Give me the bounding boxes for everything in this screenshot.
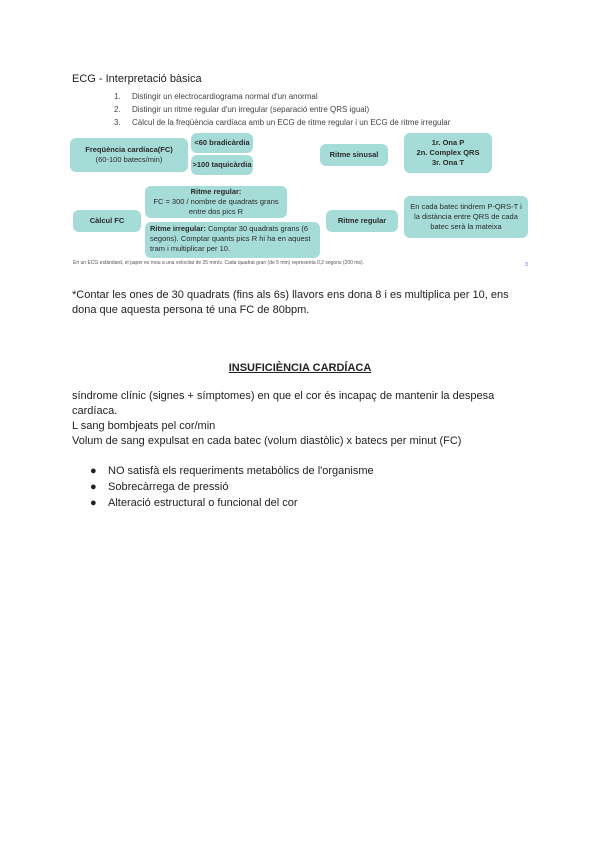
definition-text: síndrome clínic (signes + símptomes) en que el cor és incapaç de mantenir la despesa cardíaca. (72, 390, 495, 417)
regular-formula-title: Ritme regular: (190, 187, 242, 196)
irregular-title: Ritme irregular: (150, 224, 206, 233)
bullet-list (90, 463, 374, 511)
bullet-icon: ● (90, 481, 97, 493)
slide-step-1 (114, 92, 318, 101)
regular-rhythm-formula-box (145, 186, 287, 218)
note-paragraph: *Contar les ones de 30 quadrats (fins als 6s) llavors ens dona 8 i es multiplica per 10, ens dona que aquesta persona té una FC de 80bpm. (72, 289, 509, 316)
sinus-waves-box (404, 133, 492, 173)
bullet-icon: ● (90, 465, 97, 477)
step-text: Càlcul de la freqüència cardíaca amb un ECG de ritme regular i un ECG de ritme irregular (132, 118, 451, 127)
section-heading: INSUFICIÈNCIA CARDÍACA (228, 362, 372, 374)
wave-qrs: 2n. Complex QRS (416, 148, 480, 157)
list-item-text: Alteració estructural o funcional del cor (108, 497, 298, 509)
wave-p: 1r. Ona P (431, 138, 465, 147)
fc-box-subtitle: (60-100 batecs/min) (95, 155, 163, 164)
regular-formula-text: FC = 300 / nombre de quadrats grans entre dos pics R (153, 197, 279, 216)
regular-rhythm-desc-box: En cada batec tindrem P-QRS-T i la distància entre QRS de cada batec serà la mateixa (404, 196, 528, 238)
regular-rhythm-box: Ritme regular (326, 210, 398, 232)
step-number: 2. (114, 105, 121, 114)
list-item-text: NO satisfà els requeriments metabòlics de l'organisme (108, 465, 374, 477)
list-item (90, 463, 374, 479)
slide-page-number: 3 (525, 262, 528, 268)
irregular-rhythm-box (145, 222, 320, 258)
step-number: 3. (114, 118, 121, 127)
irregular-text: Comptar 30 quadrats grans (6 segons). Comptar quants pics R hi ha en aquest tram i multiplicar per 10. (150, 224, 311, 253)
fc-calculation-box: Càlcul FC (73, 210, 141, 232)
list-item (90, 495, 374, 511)
list-item (90, 479, 374, 495)
fc-box-title: Freqüència cardíaca(FC) (85, 145, 173, 154)
cardiac-output-line: Volum de sang expulsat en cada batec (volum diastòlic) x batecs per minut (FC) (72, 435, 462, 447)
sinus-rhythm-box: Ritme sinusal (320, 144, 388, 166)
bradycardia-box: <60 bradicàrdia (191, 133, 253, 153)
list-item-text: Sobrecàrrega de pressió (108, 481, 229, 493)
slide-step-3 (114, 118, 450, 127)
bullet-icon: ● (90, 497, 97, 509)
wave-t: 3r. Ona T (431, 158, 465, 167)
ecg-slide-figure (70, 86, 530, 270)
tachycardia-box: >100 taquicàrdia (191, 155, 253, 175)
step-text: Distingir un electrocardiograma normal d'un anormal (132, 92, 318, 101)
slide-footnote: En un ECG estàndard, el paper es mou a una velocitat de 25 mm/s. Cada quadrat gran (de 5 mm) representa 0,2 segons (200 ms). (73, 260, 364, 266)
step-text: Distingir un ritme regular d'un irregular (separació entre QRS igual) (132, 105, 370, 114)
fc-box (70, 138, 188, 172)
document-title: ECG - Interpretació bàsica (72, 73, 202, 85)
blood-pumped-line: L sang bombjeats pel cor/min (72, 420, 216, 432)
step-number: 1. (114, 92, 121, 101)
slide-step-2 (114, 105, 369, 114)
